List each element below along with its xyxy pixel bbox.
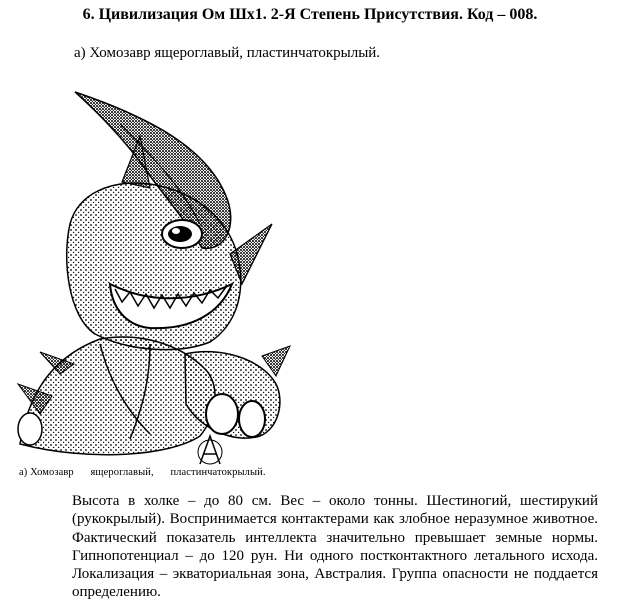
caption-part: а) Хомозавр: [19, 467, 74, 478]
illustration-caption: [19, 467, 266, 478]
description-paragraph: Высота в холке – до 80 см. Вес – около тонны. Шестиногий, шестирукий (рукокрылый). Воспринимается контактерами как злобное неразумное животное. Фактический показатель интеллекта значительно превышает земные нормы. Гипнопотенциал – до 120 рун. Ни одного постконтактного летального исхода. Локализация – экваториальная зона, Австралия. Группа опасности не поддается определению.: [72, 493, 598, 601]
creature-illustration: [0, 84, 300, 494]
caption-part: ящероглавый,: [90, 467, 154, 478]
caption-part: пластинчатокрылый.: [170, 467, 266, 478]
subtitle: а) Хомозавр ящероглавый, пластинчатокрылый.: [74, 45, 381, 61]
page-title: 6. Цивилизация Ом Шх1. 2-Я Степень Присутствия. Код – 008.: [82, 6, 538, 23]
